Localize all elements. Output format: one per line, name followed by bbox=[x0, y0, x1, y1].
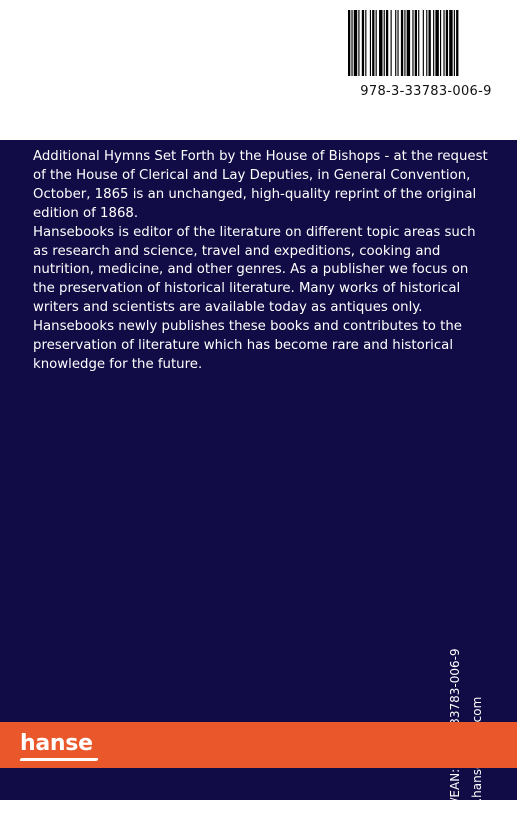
publisher-bar bbox=[0, 722, 517, 768]
hanse-logo: hanse bbox=[20, 731, 93, 756]
description-paragraph-2: Hansebooks is editor of the literature on different topic areas such as research and science, travel and expeditions, cooking and nutrition, medicine, and other genres. As a publisher we focus on the preservation of historical literature. Many works of historical writers and scientists are available today as antiques only. Hansebooks newly publishes these books and contributes to the preservation of literature which has become rare and historical knowledge for the future. bbox=[33, 224, 476, 372]
barcode-isbn-text: 978-3-33783-006-9 bbox=[360, 84, 492, 99]
description-text bbox=[33, 148, 491, 375]
cover-top-area bbox=[0, 0, 517, 140]
description-paragraph-1: Additional Hymns Set Forth by the House of Bishops - at the request of the House of Clerical and Lay Deputies, in General Convention, October, 1865 is an unchanged, high-quality reprint of the original edition of 1868. bbox=[33, 149, 488, 221]
back-cover-panel bbox=[0, 140, 517, 800]
logo-swoosh-icon bbox=[19, 758, 98, 761]
barcode-icon bbox=[346, 10, 506, 80]
barcode-block bbox=[340, 6, 512, 126]
